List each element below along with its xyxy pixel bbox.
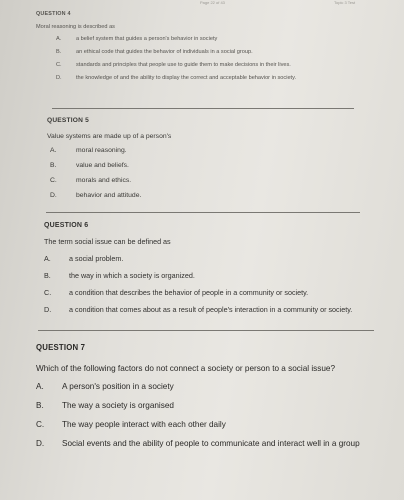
option-a: [44, 254, 374, 263]
question-4: [36, 11, 356, 82]
option-c: [36, 420, 396, 430]
option-letter: B.: [44, 271, 51, 280]
question-7: [36, 343, 396, 449]
option-text: morals and ethics.: [76, 177, 132, 184]
question-title: QUESTION 7: [36, 343, 86, 352]
option-a: [36, 382, 396, 392]
option-letter: B.: [50, 162, 57, 169]
option-text: a belief system that guides a person's behavior in society: [76, 36, 218, 42]
option-letter: D.: [50, 192, 57, 199]
option-text: a condition that describes the behavior of people in a community or society.: [69, 288, 309, 297]
option-letter: D.: [44, 305, 52, 314]
option-text: The way a society is organised: [62, 401, 174, 410]
option-text: Social events and the ability of people to communicate and interact well in a group: [62, 439, 360, 448]
question-title: QUESTION 6: [44, 222, 89, 229]
question-stem: Value systems are made up of a person's: [47, 133, 172, 140]
option-letter: C.: [50, 177, 57, 184]
option-text: value and beliefs.: [76, 162, 129, 169]
option-text: moral reasoning.: [76, 147, 127, 154]
option-letter: A.: [50, 147, 57, 154]
option-b: [47, 162, 362, 170]
option-letter: D.: [36, 439, 45, 448]
question-6: [44, 222, 374, 314]
option-text: a condition that comes about as a result of people's interaction in a community or society.: [69, 305, 353, 314]
question-stem: The term social issue can be defined as: [44, 237, 171, 246]
option-letter: C.: [36, 420, 45, 429]
section-divider: [52, 108, 354, 109]
option-text: standards and principles that people use to guide them to make decisions in their lives.: [76, 62, 291, 68]
section-divider: [38, 330, 374, 331]
option-c: [47, 177, 362, 185]
option-c: [44, 288, 374, 297]
test-title-label: Topic 3 Test: [334, 0, 356, 5]
option-d: [36, 439, 396, 449]
option-b: [36, 49, 356, 56]
option-letter: A.: [56, 36, 62, 42]
page-number-label: Page 22 of 43: [200, 0, 225, 5]
option-letter: B.: [36, 401, 44, 410]
option-b: [44, 271, 374, 280]
section-divider: [46, 212, 360, 213]
question-title: QUESTION 5: [47, 117, 89, 124]
option-a: [36, 36, 356, 43]
option-letter: A.: [44, 254, 51, 263]
option-letter: C.: [56, 62, 62, 68]
question-stem: Moral reasoning is described as: [36, 24, 115, 30]
option-d: [44, 305, 374, 314]
option-text: an ethical code that guides the behavior of individuals in a social group.: [76, 49, 253, 55]
question-title: QUESTION 4: [36, 11, 71, 17]
option-letter: A.: [36, 382, 44, 391]
question-5: [47, 117, 362, 200]
option-text: A person's position in a society: [62, 382, 174, 391]
question-stem: Which of the following factors do not connect a society or person to a social issue?: [36, 364, 336, 373]
option-a: [47, 147, 362, 155]
option-d: [36, 75, 356, 82]
option-text: the way in which a society is organized.: [69, 271, 195, 280]
option-text: the knowledge of and the ability to display the correct and acceptable behavior in society.: [76, 75, 297, 81]
option-c: [36, 62, 356, 69]
option-text: behavior and attitude.: [76, 192, 142, 199]
option-letter: D.: [56, 75, 62, 81]
option-letter: B.: [56, 49, 62, 55]
option-b: [36, 401, 396, 411]
option-text: The way people interact with each other daily: [62, 420, 226, 429]
option-text: a social problem.: [69, 254, 124, 263]
option-d: [47, 192, 362, 200]
page-header: [0, 0, 404, 8]
option-letter: C.: [44, 288, 52, 297]
